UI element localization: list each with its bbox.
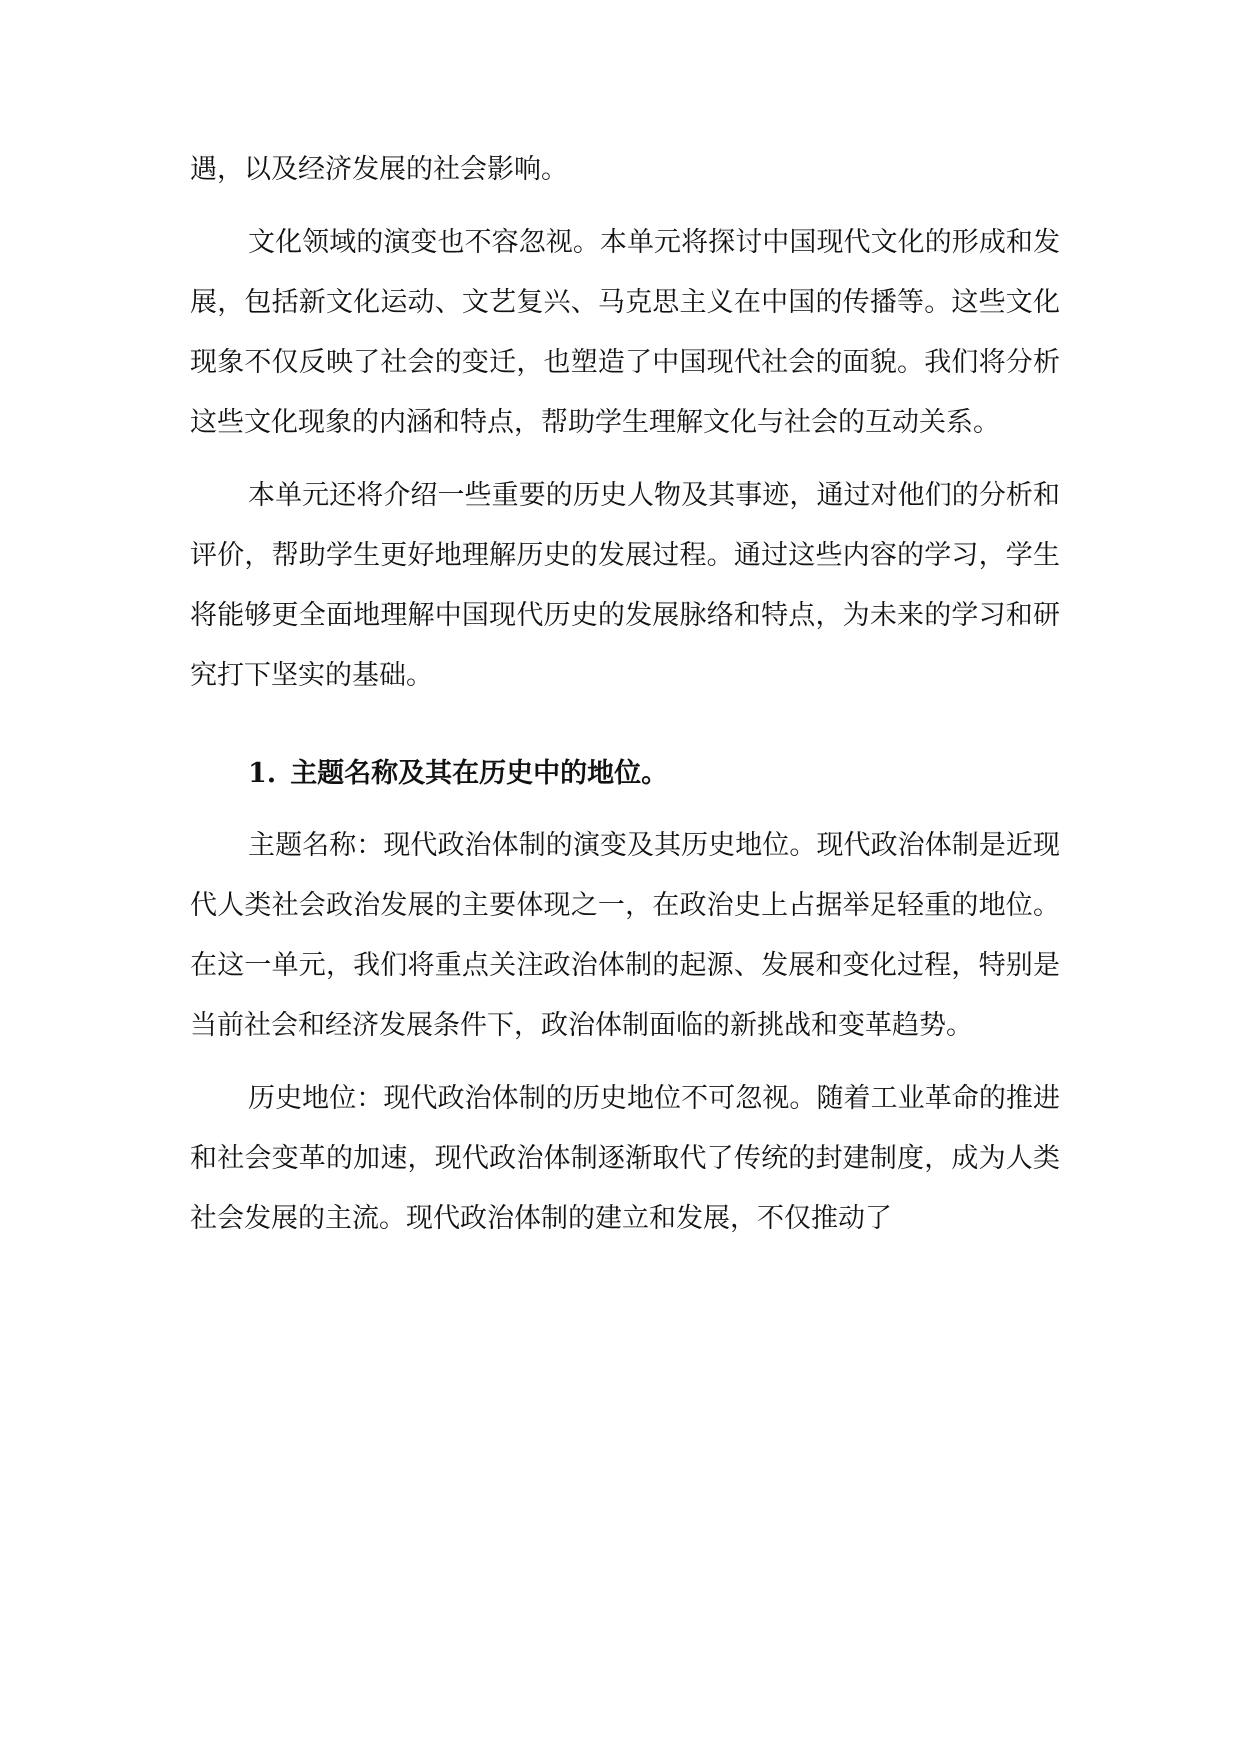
paragraph-topic-name: 主题名称：现代政治体制的演变及其历史地位。现代政治体制是近现代人类社会政治发展的主要体现之一，在政治史上占据举足轻重的地位。在这一单元，我们将重点关注政治体制的起源、发展和变化过程，特别是当前社会和经济发展条件下，政治体制面临的新挑战和变革趋势。 [190,830,1060,1041]
paragraph-historical-figures: 本单元还将介绍一些重要的历史人物及其事迹，通过对他们的分析和评价，帮助学生更好地理解历史的发展过程。通过这些内容的学习，学生将能够更全面地理解中国现代历史的发展脉络和特点，为未来的学习和研究打下坚实的基础。 [190,480,1060,691]
section-number: 1. [248,758,277,789]
paragraph-continuation: 遇，以及经济发展的社会影响。 [190,154,568,185]
section-heading [190,744,1060,804]
paragraph-culture: 文化领域的演变也不容忽视。本单元将探讨中国现代文化的形成和发展，包括新文化运动、文艺复兴、马克思主义在中国的传播等。这些文化现象不仅反映了社会的变迁，也塑造了中国现代社会的面貌。我们将分析这些文化现象的内涵和特点，帮助学生理解文化与社会的互动关系。 [190,227,1060,438]
section-title: 主题名称及其在历史中的地位。 [290,758,669,789]
document-body [190,140,1060,1249]
paragraph-historical-status: 历史地位：现代政治体制的历史地位不可忽视。随着工业革命的推进和社会变革的加速，现代政治体制逐渐取代了传统的封建制度，成为人类社会发展的主流。现代政治体制的建立和发展，不仅推动了 [190,1083,1060,1234]
